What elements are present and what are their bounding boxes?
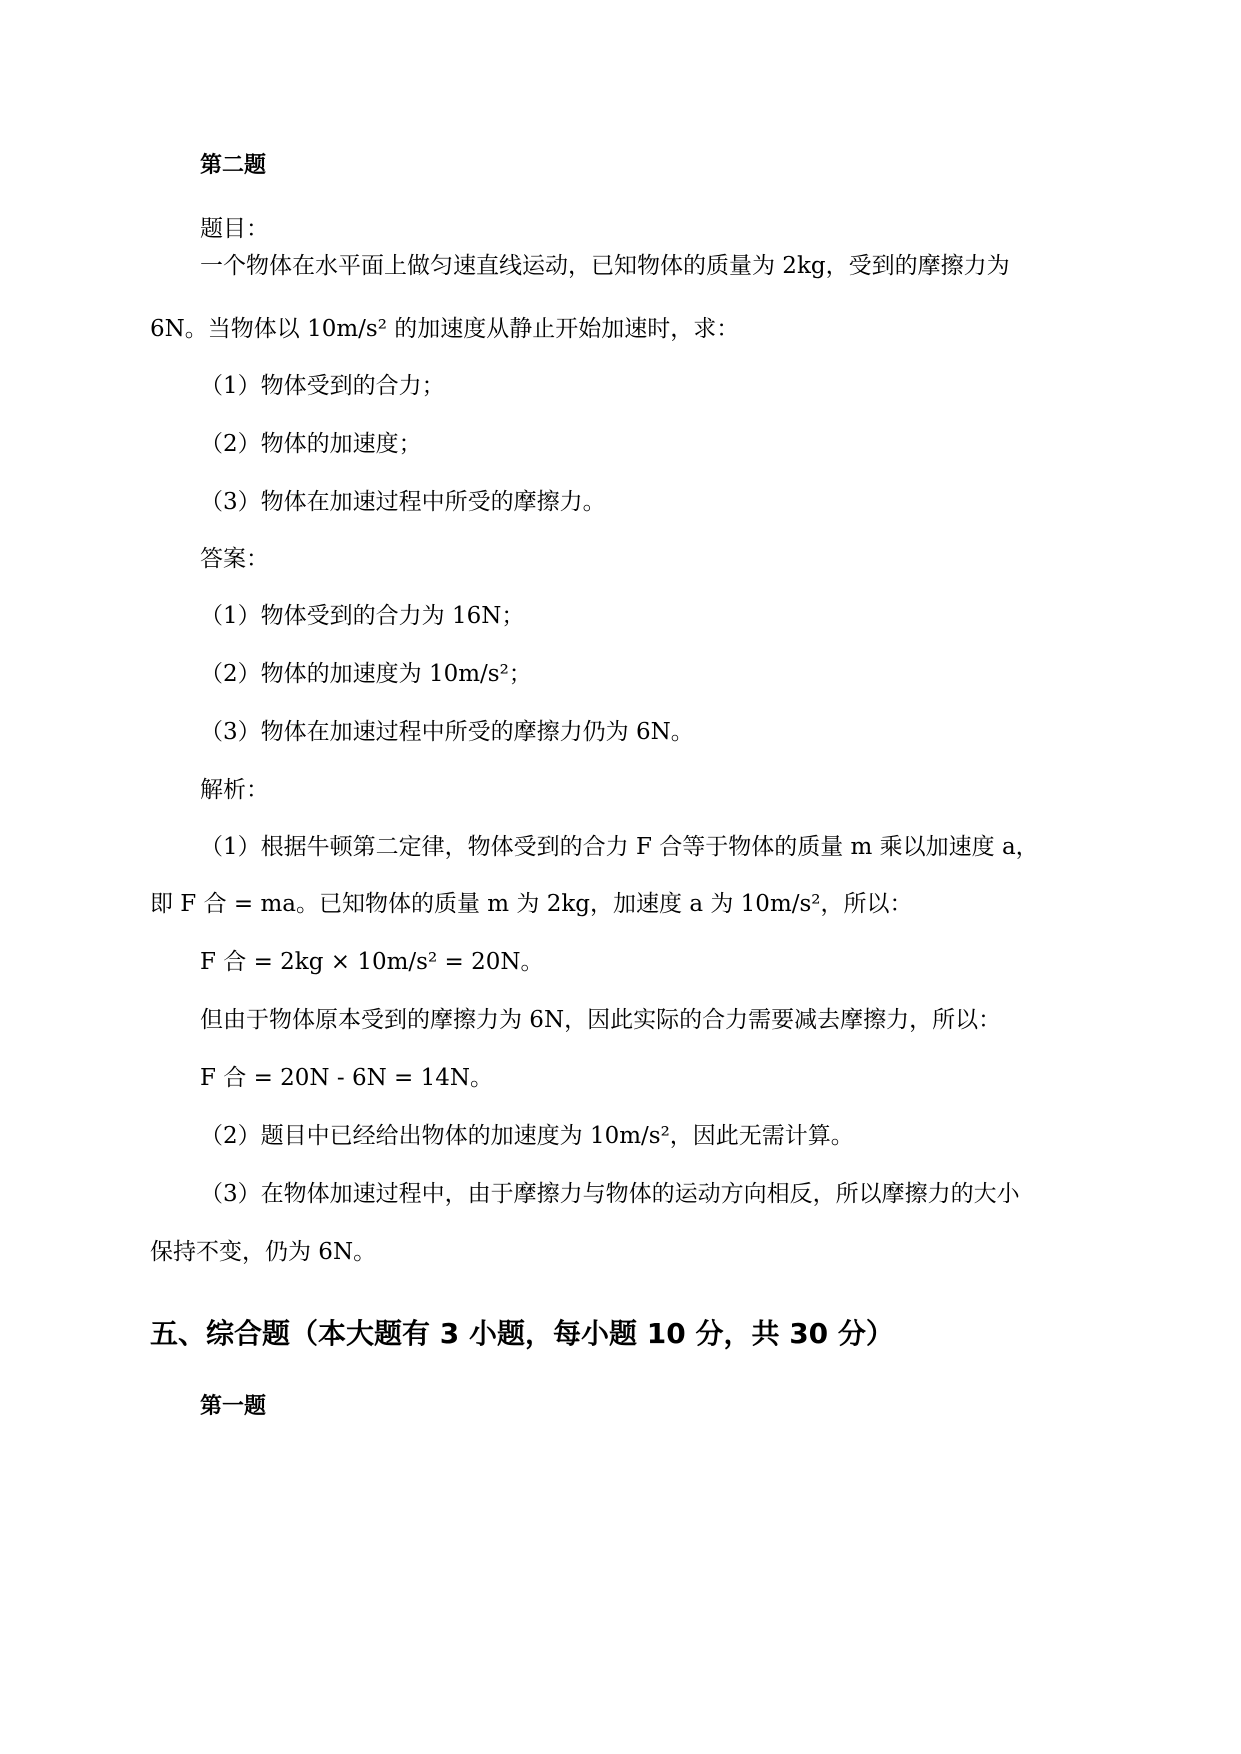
answer-2: （2）物体的加速度为 10m/s²； xyxy=(200,661,532,687)
analysis-1-line-2: 即 F 合 = ma。已知物体的质量 m 为 2kg，加速度 a 为 10m/s²，所以： xyxy=(150,891,913,917)
section-title: 五、综合题（本大题有 3 小题，每小题 10 分，共 30 分） xyxy=(150,1317,894,1350)
question-text-line-1: 一个物体在水平面上做匀速直线运动，已知物体的质量为 2kg，受到的摩擦力为 xyxy=(200,253,1010,279)
sub-question-3: （3）物体在加速过程中所受的摩擦力。 xyxy=(200,489,606,515)
analysis-label: 解析： xyxy=(200,777,269,803)
analysis-1-formula-1: F 合 = 2kg × 10m/s² = 20N。 xyxy=(200,949,544,975)
analysis-1-formula-2: F 合 = 20N - 6N = 14N。 xyxy=(200,1065,493,1091)
question-label: 题目： xyxy=(200,216,269,242)
question-text-line-2: 6N。当物体以 10m/s² 的加速度从静止开始加速时，求： xyxy=(150,316,740,342)
analysis-1-line-3: 但由于物体原本受到的摩擦力为 6N，因此实际的合力需要减去摩擦力，所以： xyxy=(200,1007,1002,1033)
analysis-2: （2）题目中已经给出物体的加速度为 10m/s²，因此无需计算。 xyxy=(200,1123,854,1149)
question-heading: 第二题 xyxy=(200,153,267,178)
answer-label: 答案： xyxy=(200,546,269,572)
analysis-3-line-2: 保持不变，仍为 6N。 xyxy=(150,1239,377,1265)
analysis-1-line-1: （1）根据牛顿第二定律，物体受到的合力 F 合等于物体的质量 m 乘以加速度 a， xyxy=(200,834,1039,860)
next-question-heading: 第一题 xyxy=(200,1394,267,1419)
answer-3: （3）物体在加速过程中所受的摩擦力仍为 6N。 xyxy=(200,719,694,745)
sub-question-1: （1）物体受到的合力； xyxy=(200,373,445,399)
analysis-3-line-1: （3）在物体加速过程中，由于摩擦力与物体的运动方向相反，所以摩擦力的大小 xyxy=(200,1181,1020,1207)
answer-1: （1）物体受到的合力为 16N； xyxy=(200,603,525,629)
sub-question-2: （2）物体的加速度； xyxy=(200,431,422,457)
